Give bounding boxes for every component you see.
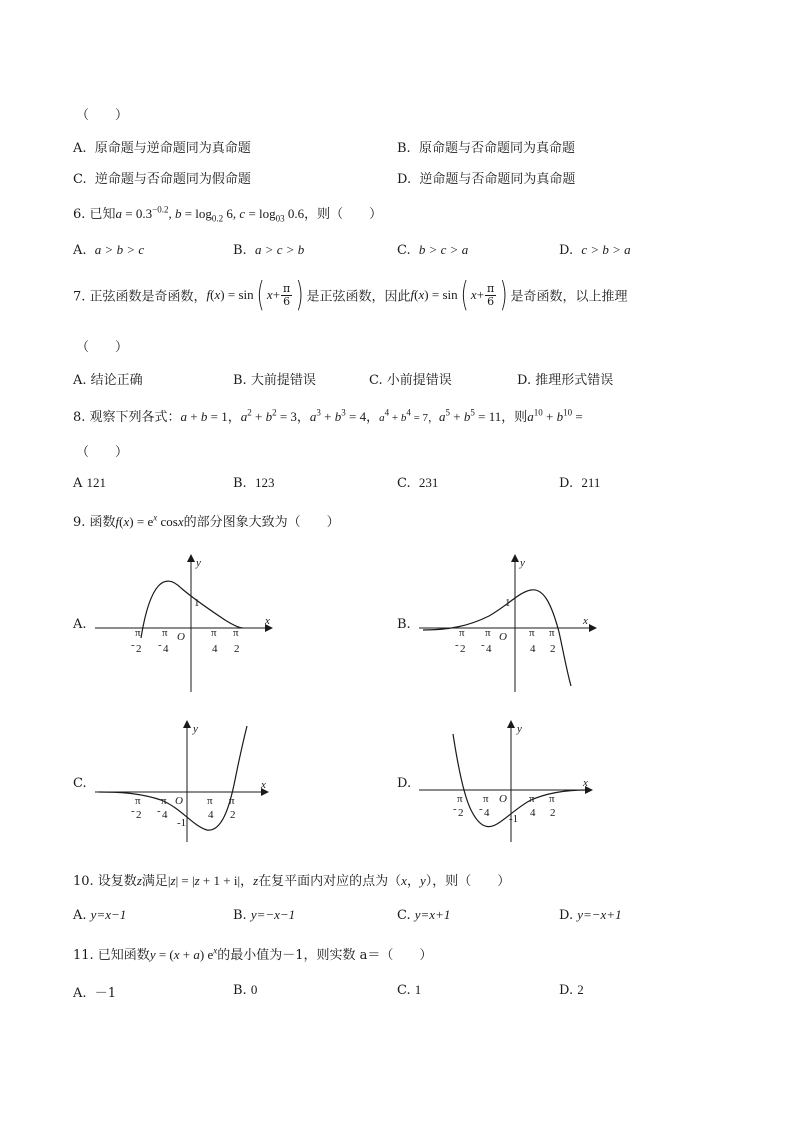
graph-letter-d: D. (397, 776, 412, 791)
curve (141, 581, 243, 638)
svg-text:π: π (207, 795, 213, 807)
graph-c (95, 720, 275, 848)
option-d: D. 逆命题与否命题同为真命题 (397, 172, 576, 187)
question-10: 10. 设复数z满足|z| = |z + 1 + i|，z在复平面内对应的点为（x，y），则（ ） (73, 873, 511, 889)
svg-text:2: 2 (460, 643, 466, 655)
svg-text:2: 2 (550, 643, 556, 655)
graph-letter-c: C. (73, 776, 87, 791)
curve (453, 734, 587, 827)
svg-text:-: - (158, 639, 162, 651)
svg-text:x: x (583, 615, 588, 627)
question-6: 6. 已知$a = 0.3^{-0.2}$, $b = \log_{0.2} 6$, $c = \log_{03} 0.6$，则（ ） (73, 204, 383, 224)
svg-text:-: - (453, 803, 457, 815)
option-a: A. 结论正确 (73, 373, 143, 388)
svg-text:-1: -1 (177, 817, 187, 829)
svg-text:O: O (499, 631, 507, 643)
svg-text:x: x (583, 777, 588, 789)
svg-text:-: - (131, 805, 135, 817)
svg-text:-1: -1 (509, 813, 519, 825)
svg-text:2: 2 (136, 643, 142, 655)
option-c: C. y=x+1 (397, 907, 451, 923)
svg-text:2: 2 (136, 809, 142, 821)
graph-a (95, 552, 275, 698)
svg-text:π: π (529, 627, 535, 639)
svg-text:y: y (196, 557, 201, 569)
svg-text:y: y (193, 723, 198, 735)
svg-text:2: 2 (550, 807, 556, 819)
option-b: B. 123 (233, 475, 275, 491)
svg-text:x: x (265, 615, 270, 627)
svg-text:π: π (549, 793, 555, 805)
svg-text:2: 2 (458, 807, 464, 819)
svg-text:-: - (481, 639, 485, 651)
graph-d (419, 720, 599, 848)
option-a: A. y=x−1 (73, 907, 127, 923)
svg-text:2: 2 (230, 809, 236, 821)
question-11: 11. 已知函数y = (x + a) $e^x$的最小值为－1，则实数 a＝（ ） (73, 945, 433, 963)
graph-b (419, 552, 599, 698)
svg-text:1: 1 (194, 597, 200, 609)
svg-text:-: - (479, 803, 483, 815)
question-answer-paren: （ ） (76, 340, 129, 355)
q6-expression: a (115, 206, 123, 221)
svg-text:π: π (529, 793, 535, 805)
svg-text:π: π (135, 627, 141, 639)
question-7: 7. 正弦函数是奇函数，f(x) = sin( x+ $\frac{\pi}{6}$ ) 是正弦函数，因此f(x) = sin( x+ $\frac{\pi}{6}$ ) 是奇函数，以上推理 (73, 275, 628, 315)
svg-text:π: π (162, 627, 168, 639)
option-a: A 121 (73, 475, 107, 491)
svg-text:O: O (499, 793, 507, 805)
svg-text:4: 4 (530, 643, 536, 655)
option-a: A. 原命题与逆命题同为真命题 (73, 141, 251, 156)
option-d: D. 211 (559, 475, 601, 491)
svg-text:π: π (233, 627, 239, 639)
option-b: B. 原命题与否命题同为真命题 (397, 141, 575, 156)
svg-text:π: π (211, 627, 217, 639)
svg-text:π: π (485, 627, 491, 639)
graph-letter-b: B. (397, 617, 411, 632)
option-d: D. y=−x+1 (559, 907, 622, 923)
svg-text:π: π (457, 793, 463, 805)
svg-text:π: π (483, 793, 489, 805)
svg-text:4: 4 (208, 809, 214, 821)
svg-text:π: π (549, 627, 555, 639)
svg-text:4: 4 (163, 643, 169, 655)
option-c: C. 小前提错误 (369, 373, 452, 388)
svg-text:y: y (520, 557, 525, 569)
svg-text:O: O (177, 631, 185, 643)
option-d: D. c > b > a (559, 242, 631, 258)
svg-text:1: 1 (505, 597, 511, 609)
question-9: 9. 函数$f(x) = e^x$ cosx的部分图象大致为（ ） (73, 512, 340, 530)
option-c: C. b > c > a (397, 242, 469, 258)
svg-text:4: 4 (162, 809, 168, 821)
option-b: B. 大前提错误 (233, 373, 316, 388)
option-b: B. 0 (233, 982, 258, 998)
option-c: C. 1 (397, 982, 422, 998)
svg-text:π: π (161, 795, 167, 807)
question-answer-paren: （ ） (76, 445, 129, 460)
svg-text:4: 4 (530, 807, 536, 819)
svg-text:-: - (157, 805, 161, 817)
option-d: D. 推理形式错误 (517, 373, 614, 388)
question-answer-paren: （ ） (76, 108, 129, 123)
svg-text:-: - (455, 639, 459, 651)
svg-text:π: π (229, 795, 235, 807)
option-b: B. a > c > b (233, 242, 305, 258)
curve (99, 726, 247, 830)
svg-text:2: 2 (234, 643, 240, 655)
svg-text:-: - (131, 639, 135, 651)
svg-text:4: 4 (486, 643, 492, 655)
question-8: 8. 观察下列各式：a + b = 1，$a^2 + b^2 = 3$，$a^3 + b^3 = 4$，$a^4 + b^4 = 7$，$a^5 + b^5 = 11$，则$a^{10} + b^{10}$ = (73, 407, 583, 425)
svg-text:4: 4 (484, 807, 490, 819)
svg-text:y: y (517, 723, 522, 735)
option-c: C. 逆命题与否命题同为假命题 (73, 172, 251, 187)
graph-letter-a: A. (73, 617, 87, 632)
svg-text:x: x (261, 779, 266, 791)
option-a: A. －1 (73, 986, 117, 1001)
option-c: C. 231 (397, 475, 439, 491)
svg-text:π: π (135, 795, 141, 807)
svg-text:4: 4 (212, 643, 218, 655)
svg-text:π: π (459, 627, 465, 639)
option-d: D. 2 (559, 982, 584, 998)
option-b: B. y=−x−1 (233, 907, 296, 923)
option-a: A. a > b > c (73, 242, 145, 258)
svg-text:O: O (175, 795, 183, 807)
